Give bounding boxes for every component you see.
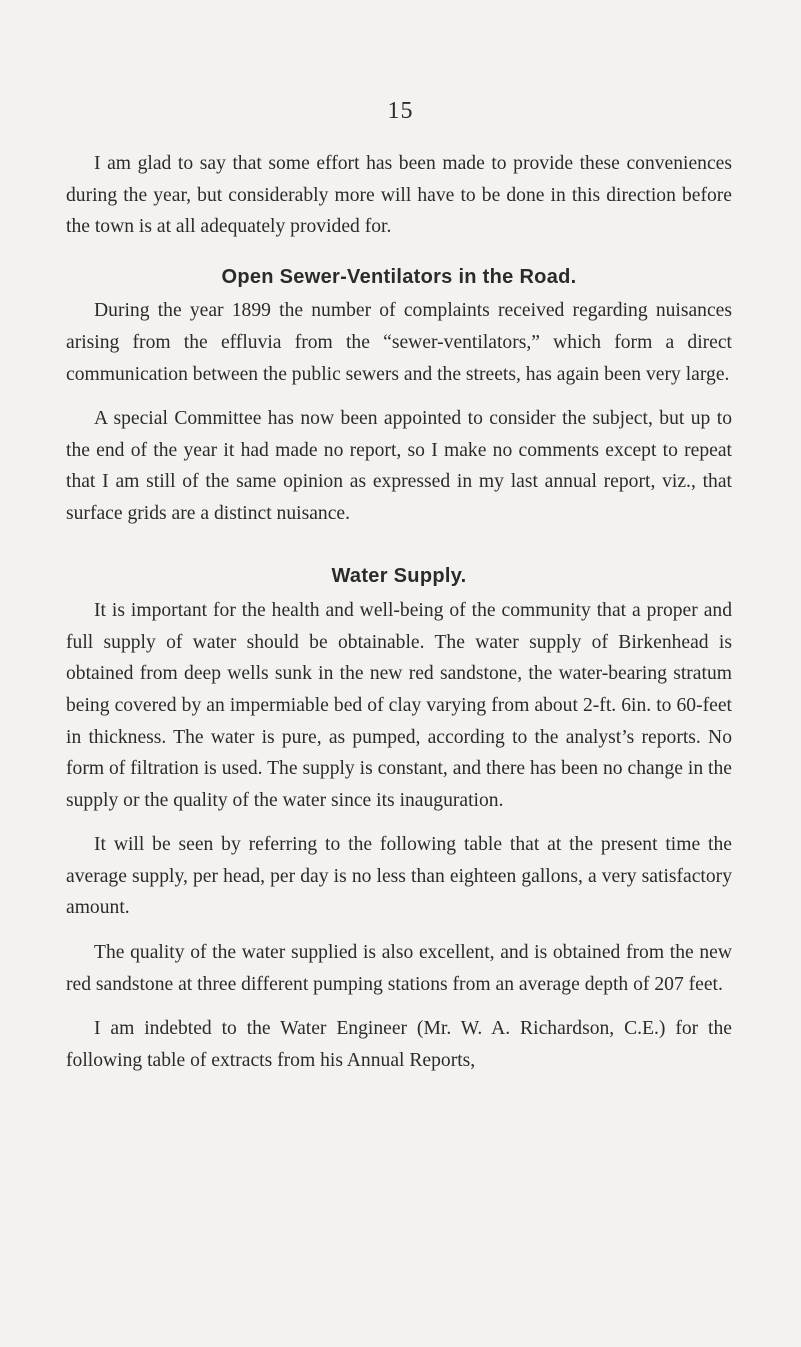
water-paragraph-1: It is important for the health and well-being of the community that a proper and full supply of water should be obtainable. The water supply of Birkenhead is obtained from deep wells sunk in the new red sandstone, the water-bearing stratum being covered by an impermiable bed of clay varying from about 2-ft. 6in. to 60-feet in thickness. The water is pure, as pumped, according to the analyst’s reports. No form of filtration is used. The supply is constant, and there has been no change in the supply or the quality of the water since its inauguration. <box>66 600 732 811</box>
page-number: 15 <box>387 98 414 124</box>
water-paragraph-3: The quality of the water supplied is also excellent, and is obtained from the new red sandstone at three different pumping stations from an average depth of 207 feet. <box>66 942 732 995</box>
sewer-paragraph-1: During the year 1899 the number of complaints received regarding nuisances arising from the effluvia from the “sewer-ventilators,” which form a direct communication between the public sewers and the streets, has again been very large. <box>66 300 732 385</box>
intro-paragraph: I am glad to say that some effort has been made to provide these conveniences during the year, but considerably more will have to be done in this direction before the town is at all adequately provided for. <box>66 153 732 238</box>
sewer-ventilators-heading: Open Sewer-Ventilators in the Road. <box>221 265 577 288</box>
sewer-paragraph-2: A special Committee has now been appointed to consider the subject, but up to the end of the year it had made no report, so I make no comments except to repeat that I am still of the same opinion as expressed in my last annual report, viz., that surface grids are a distinct nuisance. <box>66 408 732 524</box>
water-paragraph-2: It will be seen by referring to the following table that at the present time the average supply, per head, per day is no less than eighteen gallons, a very satisfactory amount. <box>66 834 732 919</box>
body-text <box>66 148 732 1076</box>
water-supply-heading: Water Supply. <box>331 564 467 587</box>
water-paragraph-4: I am indebted to the Water Engineer (Mr. W. A. Richardson, C.E.) for the following table of extracts from his Annual Reports, <box>66 1018 732 1071</box>
